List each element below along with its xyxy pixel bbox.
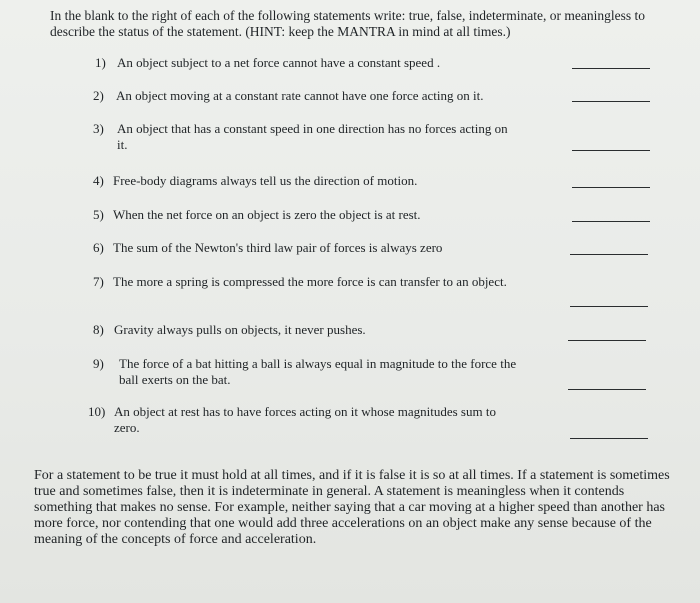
question-text: The more a spring is compressed the more force is can transfer to an object. <box>113 274 507 289</box>
question-text: The force of a bat hitting a ball is always equal in magnitude to the force the ball exerts on the bat. <box>119 356 517 387</box>
answer-blank-6[interactable] <box>570 254 648 255</box>
answer-blank-5[interactable] <box>572 221 650 222</box>
question-number: 7) <box>93 274 104 289</box>
answer-blank-7[interactable] <box>570 306 648 307</box>
question-text: The sum of the Newton's third law pair of forces is always zero <box>113 240 443 255</box>
question-text: An object subject to a net force cannot have a constant speed . <box>117 55 441 70</box>
question-text: An object moving at a constant rate cannot have one force acting on it. <box>116 88 484 103</box>
question-number: 6) <box>93 240 104 255</box>
footer-explanation: For a statement to be true it must hold at all times, and if it is false it is so at all times. If a statement is sometimes true and sometimes false, then it is indeterminate in general. A statement is meaningless when it contends something that makes no sense. For example, neither saying that a car moving at a higher speed than another has more force, nor contending that one would add three accelerations on an object make any sense because of the meaning of the concepts of force and acceleration. <box>34 468 670 547</box>
answer-blank-4[interactable] <box>572 187 650 188</box>
instructions-text: In the blank to the right of each of the following statements write: true, false, indeterminate, or meaningless to describe the status of the statement. (HINT: keep the MANTRA in mind at all times.) <box>50 8 645 39</box>
question-number: 4) <box>93 173 104 188</box>
question-text: Free-body diagrams always tell us the direction of motion. <box>113 173 418 188</box>
question-number: 1) <box>95 55 106 70</box>
question-text: An object at rest has to have forces acting on it whose magnitudes sum to zero. <box>114 404 496 435</box>
question-text: When the net force on an object is zero the object is at rest. <box>113 207 421 222</box>
question-number: 9) <box>93 356 104 371</box>
answer-blank-1[interactable] <box>572 68 650 69</box>
question-number: 5) <box>93 207 104 222</box>
question-number: 2) <box>93 88 104 103</box>
answer-blank-3[interactable] <box>572 150 650 151</box>
answer-blank-2[interactable] <box>572 101 650 102</box>
question-number: 3) <box>93 121 104 136</box>
answer-blank-8[interactable] <box>568 340 646 341</box>
question-number: 10) <box>88 404 106 419</box>
question-text: Gravity always pulls on objects, it never pushes. <box>114 322 366 337</box>
question-text: An object that has a constant speed in one direction has no forces acting on it. <box>117 121 508 152</box>
answer-blank-9[interactable] <box>568 389 646 390</box>
answer-blank-10[interactable] <box>570 438 648 439</box>
question-number: 8) <box>93 322 104 337</box>
